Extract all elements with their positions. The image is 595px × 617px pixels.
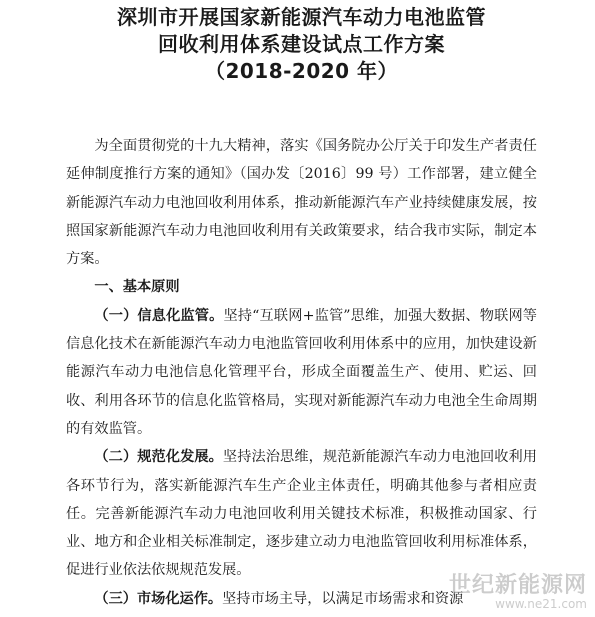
title-line-3: （2018-2020 年） [204,59,399,83]
title-line-2: 回收利用体系建设试点工作方案 [158,32,445,56]
principle-lead-3: （三）市场化运作。 [94,590,223,607]
intro-paragraph: 为全面贯彻党的十九大精神，落实《国务院办公厅关于印发生产者责任延伸制度推行方案的通知》（国办发〔2016〕99 号）工作部署，建立健全新能源汽车动力电池回收利用体系，推动新能源汽车产业持续健康发展，按照国家新能源汽车动力电池回收利用有关政策要求，结合我市实际，制定本方案。 [66,138,537,268]
document-body [66,132,537,613]
watermark-text: 世纪新能源网 [448,573,587,598]
principle-paragraph-3 [66,585,537,613]
title-line-1: 深圳市开展国家新能源汽车动力电池监管 [117,5,486,29]
principle-lead-1: （一）信息化监管。 [94,307,224,324]
section-heading-basic-principles: 一、基本原则 [94,279,180,296]
principle-text-1: 坚持“互联网+监管”思维，加强大数据、物联网等信息化技术在新能源汽车动力电池监管回收利用体系中的应用，加快建设新能源汽车动力电池信息化管理平台，形成全面覆盖生产、使用、贮运、回收、利用各环节的信息化监管格局，实现对新能源汽车动力电池全生命周期的有效监管。 [66,307,537,437]
document-title [66,4,537,85]
principle-paragraph-1 [66,302,537,443]
principle-paragraph-2 [66,443,537,584]
principle-text-3: 坚持市场主导，以满足市场需求和资源 [222,590,464,607]
principle-lead-2: （二）规范化发展。 [94,449,223,466]
watermark-url: www.ne21.com [495,597,587,611]
principle-text-2: 坚持法治思维，规范新能源汽车动力电池回收利用各环节行为，落实新能源汽车生产企业主体责任，明确其他参与者相应责任。完善新能源汽车动力电池回收利用关键技术标准，积极推动国家、行业、地方和企业相关标准制定，逐步建立动力电池监管回收利用标准体系，促进行业依法依规规范发展。 [66,449,537,579]
